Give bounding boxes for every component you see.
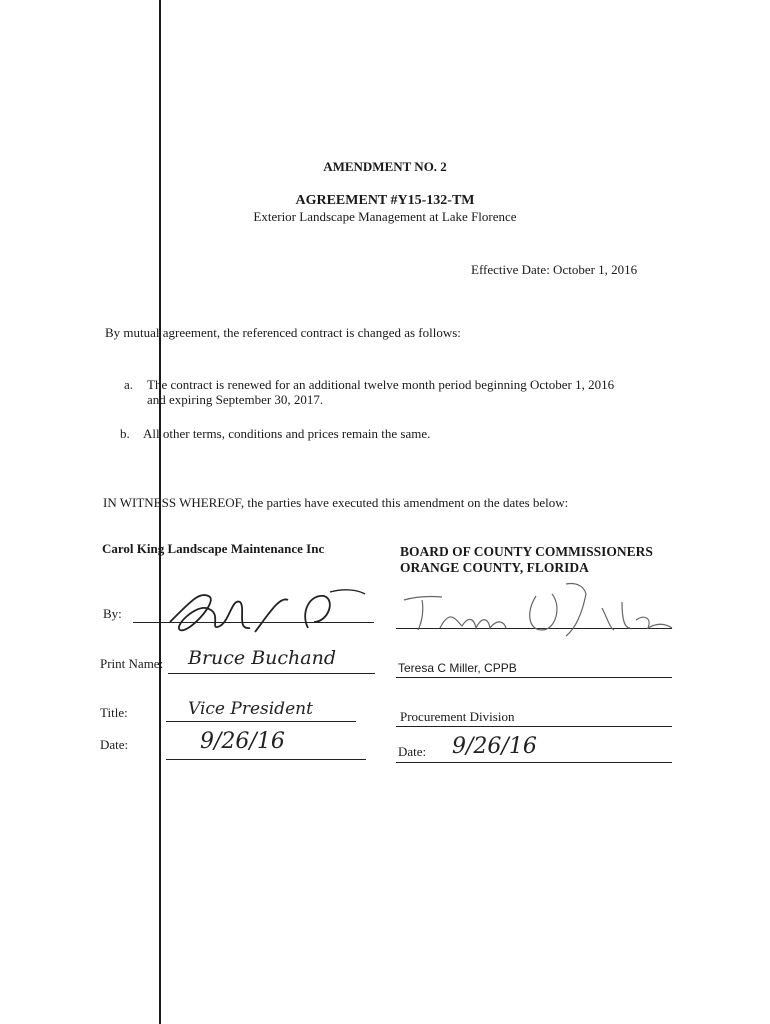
contractor-date: 9/26/16 xyxy=(200,729,285,754)
contractor-print-name: Bruce Buchand xyxy=(188,647,337,669)
agreement-number: AGREEMENT #Y15-132-TM xyxy=(295,193,475,208)
contractor-signature xyxy=(160,582,370,642)
item-b-marker: b. xyxy=(120,426,130,441)
intro-text: By mutual agreement, the referenced contract is changed as follows: xyxy=(105,325,461,340)
date-label: Date: xyxy=(100,737,129,752)
county-name-line2: ORANGE COUNTY, FLORIDA xyxy=(400,560,589,575)
contractor-name: Carol King Landscape Maintenance Inc xyxy=(102,541,325,556)
county-signature xyxy=(396,578,678,650)
item-a-line2: and expiring September 30, 2017. xyxy=(147,392,324,407)
county-date-line xyxy=(396,762,672,763)
effective-date: Effective Date: October 1, 2016 xyxy=(471,262,638,277)
witness-text: IN WITNESS WHEREOF, the parties have executed this amendment on the dates below: xyxy=(103,495,569,510)
item-a-marker: a. xyxy=(124,377,134,392)
scan-artifact-vertical-line xyxy=(159,0,161,1024)
print-name-line xyxy=(168,673,375,674)
county-title-line xyxy=(396,726,672,727)
print-name-label: Print Name: xyxy=(100,656,164,671)
contractor-title: Vice President xyxy=(188,699,313,719)
county-name-line1: BOARD OF COUNTY COMMISSIONERS xyxy=(400,544,653,559)
county-print-name: Teresa C Miller, CPPB xyxy=(398,661,517,675)
item-a-line1: The contract is renewed for an additional twelve month period beginning October 1, 2016 xyxy=(147,377,615,392)
contractor-title-line xyxy=(166,721,356,722)
county-print-name-line xyxy=(396,677,672,678)
contractor-date-line xyxy=(166,759,366,760)
agreement-subject: Exterior Landscape Management at Lake Florence xyxy=(253,209,517,224)
county-title: Procurement Division xyxy=(400,709,515,724)
by-label: By: xyxy=(103,606,122,621)
amendment-title: AMENDMENT NO. 2 xyxy=(323,159,447,174)
county-date-label: Date: xyxy=(398,744,427,759)
county-date: 9/26/16 xyxy=(452,734,537,759)
item-b-text: All other terms, conditions and prices remain the same. xyxy=(143,426,431,441)
title-label: Title: xyxy=(100,705,128,720)
